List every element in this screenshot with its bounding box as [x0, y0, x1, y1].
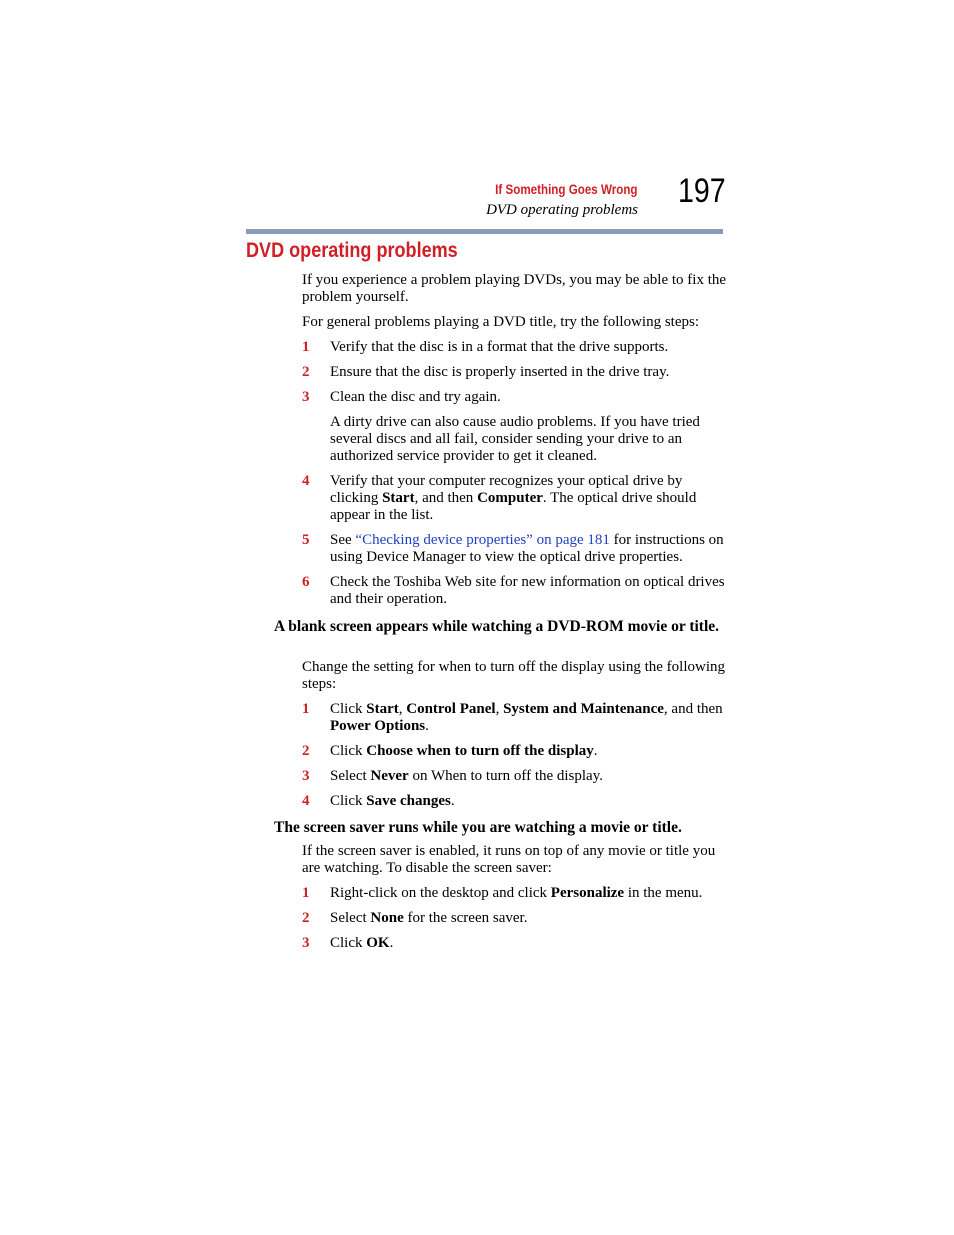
step-text: Click OK. [330, 935, 394, 951]
step-number: 6 [302, 574, 310, 590]
subsection-heading: The screen saver runs while you are watching a movie or title. [274, 819, 682, 836]
step-number: 3 [302, 768, 310, 784]
running-header-chapter: If Something Goes Wrong [495, 182, 638, 197]
intro-paragraph: For general problems playing a DVD title, try the following steps: [302, 314, 700, 330]
step-text: Click Start, Control Panel, System and Maintenance, and then Power Options. [330, 701, 723, 734]
step-text: Check the Toshiba Web site for new information on optical drives and their operation. [330, 574, 725, 607]
step-text: Verify that your computer recognizes your optical drive by clicking Start, and then Computer. The optical drive should appear in the list. [330, 473, 697, 523]
step-text: Verify that the disc is in a format that the drive supports. [330, 339, 669, 355]
subsection-intro: Change the setting for when to turn off the display using the following steps: [302, 659, 725, 692]
step-text: Clean the disc and try again. [330, 389, 501, 405]
step-number: 3 [302, 389, 310, 405]
running-header-section: DVD operating problems [486, 202, 638, 218]
step-number: 2 [302, 743, 310, 759]
page-number: 197 [678, 172, 726, 210]
subsection-intro: If the screen saver is enabled, it runs on top of any movie or title you are watching. To disable the screen saver: [302, 843, 716, 876]
step-text: See “Checking device properties” on page 181 for instructions on using Device Manager to view the optical drive properties. [330, 532, 724, 565]
step-number: 1 [302, 885, 310, 901]
intro-paragraph: If you experience a problem playing DVDs, you may be able to fix the problem yourself. [302, 272, 727, 305]
step-text: Click Save changes. [330, 793, 455, 809]
step-text: Ensure that the disc is properly inserted in the drive tray. [330, 364, 670, 380]
step-number: 1 [302, 339, 310, 355]
step-number: 1 [302, 701, 310, 717]
step-text: Select Never on When to turn off the display. [330, 768, 603, 784]
step-note: A dirty drive can also cause audio problems. If you have tried several discs and all fail, consider sending your drive to an authorized service provider to get it cleaned. [330, 414, 700, 464]
subsection-heading: A blank screen appears while watching a DVD-ROM movie or title. [274, 618, 720, 635]
header-rule [246, 229, 723, 234]
step-number: 2 [302, 364, 310, 380]
step-text: Right-click on the desktop and click Personalize in the menu. [330, 885, 703, 901]
step-text: Select None for the screen saver. [330, 910, 528, 926]
cross-reference-link[interactable]: “Checking device properties” on page 181 [355, 532, 610, 548]
step-number: 4 [302, 793, 310, 809]
step-number: 5 [302, 532, 310, 548]
step-text: Click Choose when to turn off the display. [330, 743, 598, 759]
step-number: 2 [302, 910, 310, 926]
page-title: DVD operating problems [246, 239, 458, 262]
step-number: 3 [302, 935, 310, 951]
step-number: 4 [302, 473, 310, 489]
